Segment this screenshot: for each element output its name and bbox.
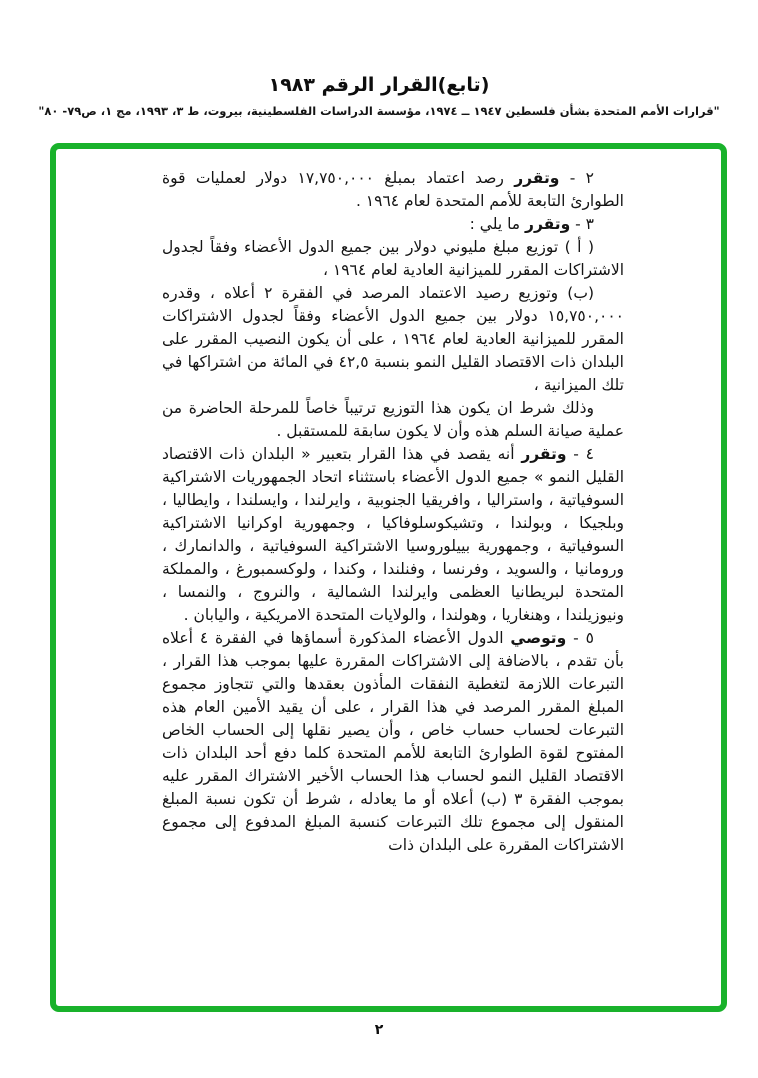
- paragraph-prefix: ٣ -: [570, 215, 594, 233]
- paragraph-3a: [162, 236, 624, 282]
- paragraph-lead-bold: وتقرر: [514, 169, 560, 187]
- paragraph-3b: [162, 282, 624, 397]
- green-border-frame: [50, 143, 727, 1012]
- paragraph-4: [162, 443, 624, 627]
- paragraph-lead-bold: وتقرر: [521, 445, 567, 463]
- page-subtitle: "قرارات الأمم المتحدة بشأن فلسطين ١٩٤٧ ــ ١٩٧٤، مؤسسة الدراسات الفلسطينية، بيروت، ط ٣، ١٩٩٣، مج ١، ص٧٩- ٨٠": [38, 104, 720, 118]
- paragraph-text: ما يلي :: [469, 215, 526, 233]
- paragraph-2: [162, 167, 624, 213]
- paragraph-text: رصد اعتماد بمبلغ ١٧,٧٥٠,٠٠٠ دولار لعمليات قوة الطوارئ التابعة للأمم المتحدة لعام ١٩٦٤ .: [162, 169, 624, 210]
- paragraph-prefix: ٤ -: [566, 445, 594, 463]
- paragraph-lead-bold: وتوصي: [510, 629, 567, 647]
- paragraph-5: [162, 627, 624, 857]
- paragraph-text: ( أ ) توزيع مبلغ مليوني دولار بين جميع الدول الأعضاء وفقاً لجدول الاشتراكات المقرر للميزانية العادية لعام ١٩٦٤ ،: [162, 238, 624, 279]
- paragraph-text: (ب) وتوزيع رصيد الاعتماد المرصد في الفقرة ٢ أعلاه ، وقدره ١٥,٧٥٠,٠٠٠ دولار بين جميع الدول الأعضاء وفقاً لجدول الاشتراكات المقرر للميزانية العادية لعام ١٩٦٤ ، على أن يكون النصيب المقرر على البلدان ذات الاقتصاد القليل النمو بنسبة ٤٢,٥ في المائة من اشتراكها في تلك الميزانية ،: [162, 284, 624, 394]
- page-title: (تابع)القرار الرقم ١٩٨٣: [268, 74, 490, 96]
- page-number: ٢: [374, 1022, 384, 1038]
- paragraph-prefix: ٥ -: [566, 629, 594, 647]
- paragraph-text: وذلك شرط ان يكون هذا التوزيع ترتيباً خاصاً للمرحلة الحاضرة من عملية صيانة السلم هذه وأن لا يكون سابقة للمستقبل .: [162, 399, 624, 440]
- paragraph-3: [162, 213, 624, 236]
- paragraph-prefix: ٢ -: [559, 169, 594, 187]
- paragraph-text: الدول الأعضاء المذكورة أسماؤها في الفقرة ٤ أعلاه بأن تقدم ، بالاضافة إلى الاشتراكات المقررة عليها بموجب هذا القرار ، التبرعات اللازمة لتغطية النفقات المأذون بعقدها والتي تتجاوز مجموع المبلغ المقرر المرصد في هذا القرار ، على أن يقيد الأمين العام هذه التبرعات لحساب حساب خاص ، وأن يصير نقلها إلى الحساب الخاص المفتوح لقوة الطوارئ التابعة للأمم المتحدة كلما دفع أحد البلدان ذات الاقتصاد القليل النمو لحساب هذا الحساب الأخير الاشتراك المقرر عليه بموجب الفقرة ٣ (ب) أعلاه أو ما يعادله ، شرط أن تكون نسبة المبلغ المنقول إلى مجموع تلك التبرعات كنسبة المبلغ المدفوع إلى مجموع الاشتراكات المقررة على البلدان ذات: [162, 629, 624, 854]
- paragraph-text: أنه يقصد في هذا القرار بتعبير « البلدان ذات الاقتصاد القليل النمو » جميع الدول الأعضاء باستثناء اتحاد الجمهوريات الاشتراكية السوفياتية ، واستراليا ، وافريقيا الجنوبية ، وايرلندا ، وايسلندا ، وايطاليا ، وبلجيكا ، وبولندا ، وتشيكوسلوفاكيا ، وجمهورية اوكرانيا الاشتراكية السوفياتية ، وجمهورية بييلوروسيا الاشتراكية السوفياتية ، والدانمارك ، ورومانيا ، والسويد ، وفرنسا ، وفنلندا ، وكندا ، ولوكسمبورغ ، والمملكة المتحدة لبريطانيا العظمى وايرلندا الشمالية ، والنروج ، والنمسا ، ونيوزيلندا ، وهنغاريا ، وهولندا ، والولايات المتحدة الامريكية ، واليابان .: [162, 445, 624, 624]
- resolution-body: [162, 167, 624, 857]
- paragraph-lead-bold: وتقرر: [525, 215, 571, 233]
- paragraph-proviso: [162, 397, 624, 443]
